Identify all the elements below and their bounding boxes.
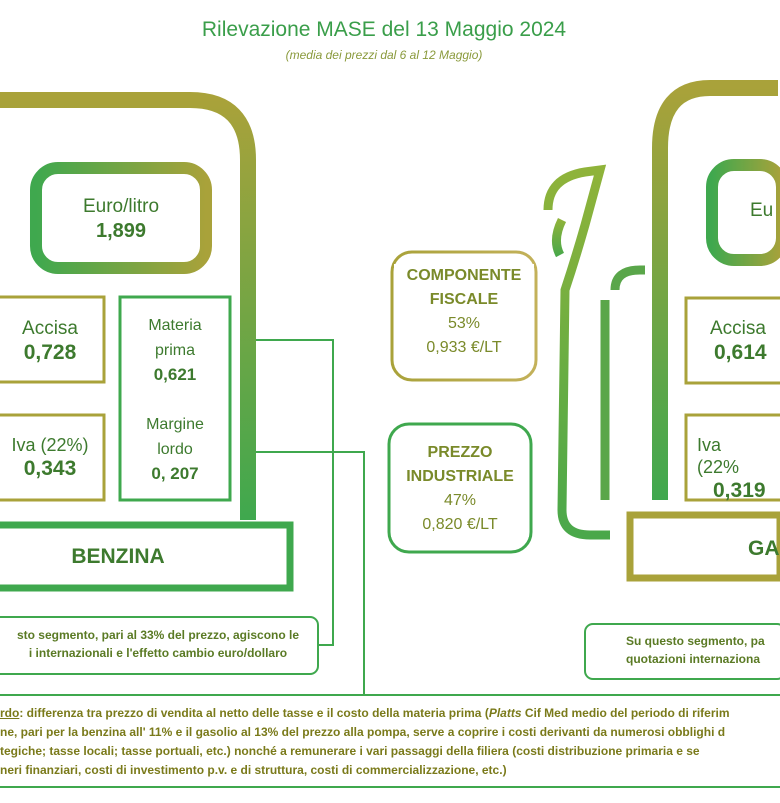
componente-fiscale-box [394, 264, 534, 360]
footnote-line1-b: Cif Med medio del periodo di riferim [521, 706, 730, 720]
prezzo-industriale-box [391, 441, 529, 537]
margine-lordo-footnote [0, 704, 768, 780]
benzina-display-value: 1,899 [95, 220, 147, 242]
gasolio-display-label: Eu [750, 200, 774, 221]
benzina-display-label: Euro/litro [82, 196, 160, 217]
benzina-accisa [0, 318, 100, 366]
industriale-line2: INDUSTRIALE [406, 468, 514, 485]
materia-value: 0,621 [153, 365, 197, 384]
benzina-margine-lordo [122, 412, 228, 486]
materia-label-2: prima [154, 342, 195, 359]
benzina-iva [0, 434, 100, 482]
industriale-percent: 47% [443, 492, 477, 509]
gasolio-iva-label: Iva (22% [697, 435, 740, 477]
fiscale-amount: 0,933 €/LT [426, 339, 502, 356]
footnote-line1 [0, 704, 768, 723]
gasolio-iva-value: 0,319 [713, 479, 766, 502]
benzina-accisa-label: Accisa [22, 318, 78, 339]
benzina-note-line2: i internazionali e l'effetto cambio euro/dollaro [28, 646, 288, 660]
fiscale-line2: FISCALE [429, 291, 499, 308]
gasolio-note [626, 632, 768, 668]
benzina-note [0, 626, 316, 662]
benzina-iva-label: Iva (22%) [11, 435, 89, 455]
gasolio-accisa [710, 318, 767, 366]
footnote-term: rdo [0, 706, 20, 720]
gasolio-note-line1: Su questo segmento, pa [626, 634, 765, 648]
materia-label-1: Materia [148, 317, 202, 334]
gasolio-accisa-value: 0,614 [714, 341, 767, 364]
margine-label-1: Margine [146, 416, 204, 433]
gasolio-note-line2: quotazioni internaziona [626, 652, 760, 666]
fiscale-line1: COMPONENTE [406, 267, 522, 284]
benzina-note-line1: sto segmento, pari al 33% del prezzo, agiscono le [16, 628, 300, 642]
nozzle-hose [556, 220, 562, 255]
fiscale-percent: 53% [447, 315, 481, 332]
gasolio-accisa-label: Accisa [710, 318, 766, 339]
benzina-iva-value: 0,343 [23, 457, 77, 480]
footnote-line4: neri finanziari, costi di investimento p.v. e di struttura, costi di commercializzazione, etc.) [0, 763, 507, 777]
margine-value: 0, 207 [151, 464, 199, 483]
industriale-line1: PREZZO [427, 444, 493, 461]
benzina-materia-prima [122, 313, 228, 387]
footnote-line1-a: : differenza tra prezzo di vendita al netto delle tasse e il costo della materia prima ( [19, 706, 489, 720]
page-title: Rilevazione MASE del 13 Maggio 2024 [201, 18, 567, 41]
margine-label-2: lordo [157, 441, 193, 458]
benzina-display [44, 196, 198, 244]
page-subtitle: (media dei prezzi dal 6 al 12 Maggio) [285, 48, 483, 62]
footnote-platts: Platts [488, 706, 522, 720]
benzina-label: BENZINA [71, 545, 165, 568]
gasolio-label: GA [748, 537, 780, 560]
industriale-amount: 0,820 €/LT [422, 516, 498, 533]
benzina-accisa-value: 0,728 [23, 341, 77, 364]
footnote-line3: tegiche; tasse locali; tasse portuali, etc.) nonché a remunerare i vari passaggi della filiera (costi distribuzione primaria e se [0, 744, 700, 758]
gasolio-iva [697, 434, 768, 504]
footnote-line2: ne, pari per la benzina all' 11% e il gasolio al 13% del prezzo alla pompa, serve a coprire i costi derivanti da numerosi obblighi d [0, 725, 726, 739]
